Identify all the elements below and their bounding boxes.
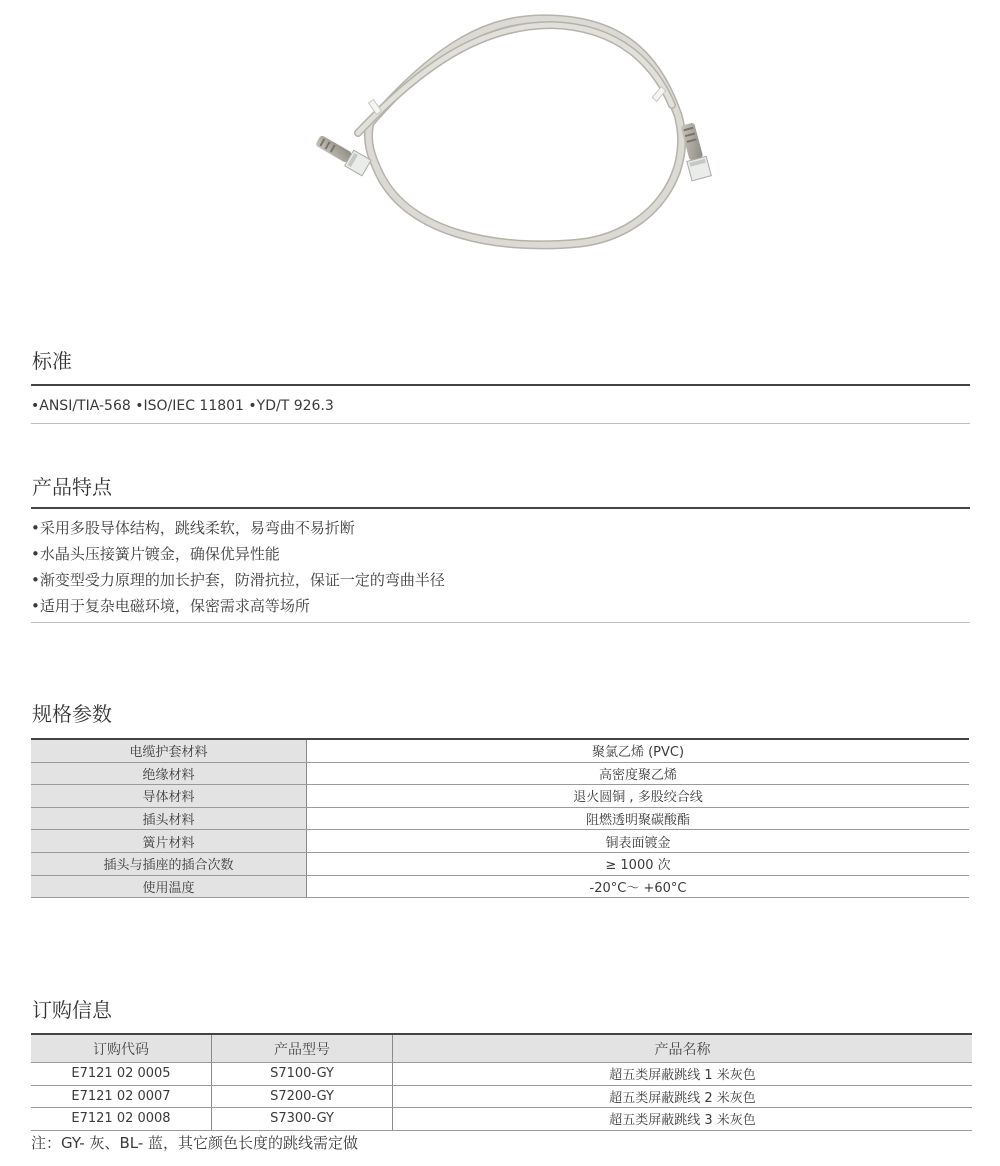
order-model: S7100-GY [212, 1063, 393, 1086]
table-row [31, 852, 969, 875]
feature-item: • 渐变型受力原理的加长护套，防滑抗拉，保证一定的弯曲半径 [31, 567, 445, 593]
order-code: E7121 02 0005 [31, 1063, 212, 1086]
features-list [31, 515, 445, 619]
spec-value: ≥ 1000 次 [307, 852, 970, 875]
spec-value: 聚氯乙烯 (PVC) [307, 739, 970, 762]
table-row [31, 830, 969, 853]
ordering-heading: 订购信息 [32, 998, 112, 1022]
table-row [31, 1085, 972, 1108]
features-bottom-rule [31, 622, 970, 623]
specs-table [31, 738, 969, 898]
features-heading: 产品特点 [32, 475, 112, 499]
spec-key: 簧片材料 [31, 830, 307, 853]
standards-list: •ANSI/TIA-568 •ISO/IEC 11801 •YD/T 926.3 [31, 398, 334, 414]
order-code: E7121 02 0007 [31, 1085, 212, 1108]
feature-item: • 采用多股导体结构，跳线柔软，易弯曲不易折断 [31, 515, 445, 541]
spec-value: 铜表面镀金 [307, 830, 970, 853]
order-name: 超五类屏蔽跳线 3 米灰色 [393, 1108, 973, 1131]
table-row [31, 762, 969, 785]
spec-value: 阻燃透明聚碳酸酯 [307, 807, 970, 830]
column-header-code: 订购代码 [31, 1034, 212, 1063]
order-name: 超五类屏蔽跳线 2 米灰色 [393, 1085, 973, 1108]
standards-bottom-rule [31, 423, 970, 424]
table-row [31, 739, 969, 762]
column-header-name: 产品名称 [393, 1034, 973, 1063]
features-heading-rule [31, 507, 970, 509]
spec-key: 导体材料 [31, 785, 307, 808]
spec-key: 插头与插座的插合次数 [31, 852, 307, 875]
spec-key: 插头材料 [31, 807, 307, 830]
spec-key: 绝缘材料 [31, 762, 307, 785]
table-row [31, 807, 969, 830]
order-model: S7200-GY [212, 1085, 393, 1108]
order-code: E7121 02 0008 [31, 1108, 212, 1131]
feature-item: • 适用于复杂电磁环境，保密需求高等场所 [31, 593, 445, 619]
table-header-row [31, 1034, 972, 1063]
table-row [31, 1108, 972, 1131]
spec-value: -20°C～ +60°C [307, 875, 970, 898]
column-header-model: 产品型号 [212, 1034, 393, 1063]
standards-heading: 标准 [32, 349, 72, 373]
ordering-note: 注：GY- 灰、BL- 蓝，其它颜色长度的跳线需定做 [31, 1134, 359, 1152]
spec-key: 电缆护套材料 [31, 739, 307, 762]
feature-item: • 水晶头压接簧片镀金，确保优异性能 [31, 541, 445, 567]
standards-heading-rule [31, 384, 970, 386]
order-model: S7300-GY [212, 1108, 393, 1131]
table-row [31, 1063, 972, 1086]
spec-value: 高密度聚乙烯 [307, 762, 970, 785]
spec-key: 使用温度 [31, 875, 307, 898]
table-row [31, 785, 969, 808]
patch-cable-image [300, 5, 740, 255]
order-name: 超五类屏蔽跳线 1 米灰色 [393, 1063, 973, 1086]
spec-value: 退火圆铜 , 多股绞合线 [307, 785, 970, 808]
ordering-table [31, 1033, 972, 1131]
table-row [31, 875, 969, 898]
specs-heading: 规格参数 [32, 702, 112, 726]
